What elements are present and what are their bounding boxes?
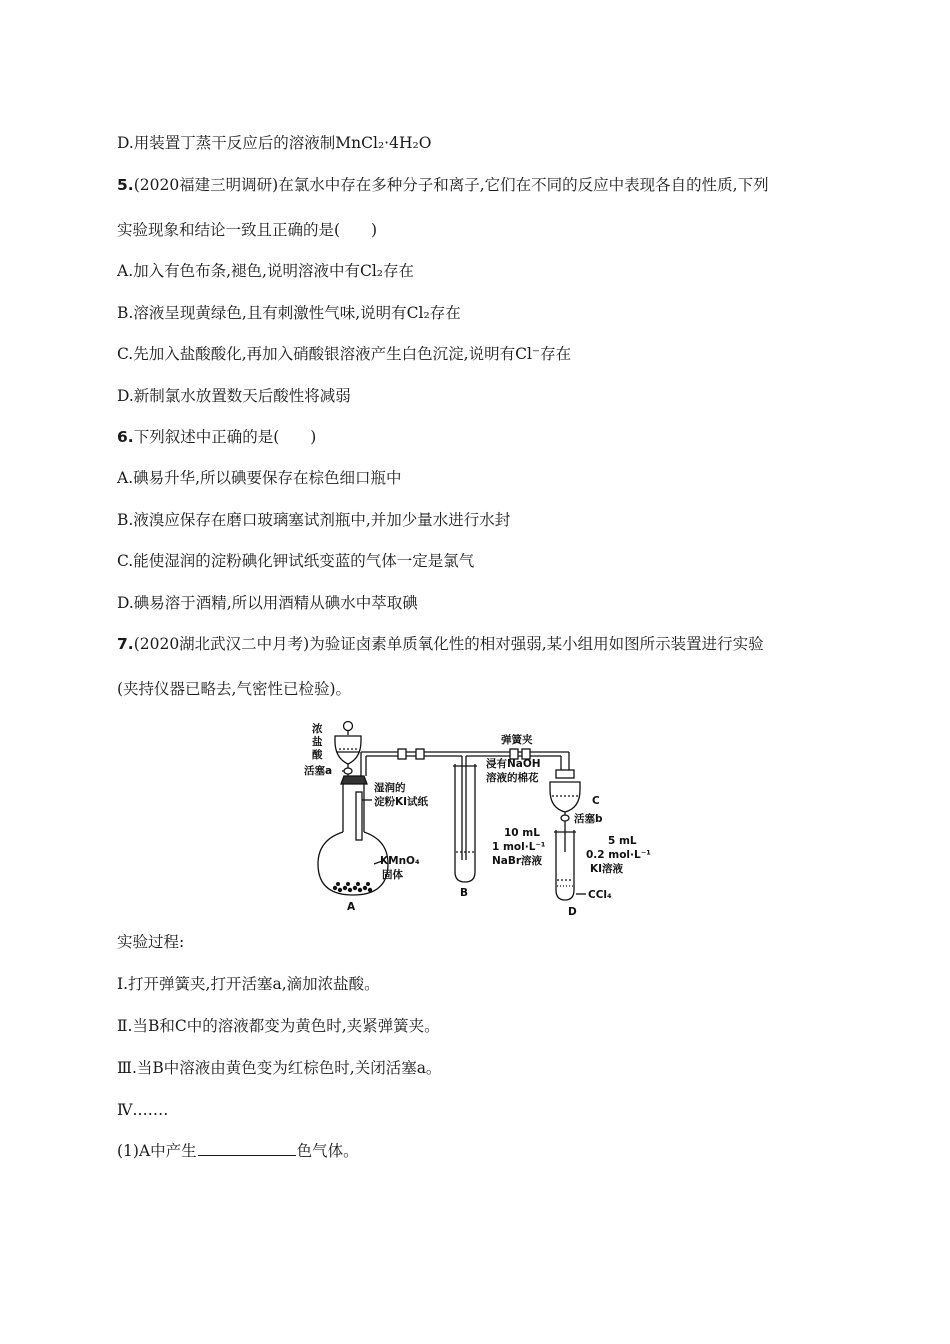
label-paper-1: 湿润的: [374, 782, 406, 794]
q5-option-a: A.加入有色布条,褪色,说明溶液中有Cl₂存在: [117, 262, 415, 280]
label-conc-hcl-3: 酸: [312, 749, 323, 761]
label-conc-hcl-1: 浓: [312, 723, 323, 735]
tube-joint: [398, 749, 406, 759]
process-title: 实验过程:: [117, 933, 185, 951]
q7-number: 7.: [117, 635, 134, 653]
answer-blank[interactable]: [198, 1140, 296, 1156]
label-b-solution: NaBr溶液: [492, 855, 543, 867]
q7-stem-text: (2020湖北武汉二中月考)为验证卤素单质氧化性的相对强弱,某小组用如图所示装置进行实验: [133, 635, 764, 653]
sub1-prefix: (1)A中产生: [117, 1142, 197, 1160]
q5-stem-line1: [117, 174, 769, 196]
label-stopcock-b: 活塞b: [574, 813, 603, 825]
sub-question-1: [117, 1140, 359, 1162]
funnel-body: [335, 736, 361, 764]
label-d-solution: KI溶液: [590, 863, 624, 875]
label-c: C: [592, 795, 600, 807]
q6-option-d: D.碘易溶于酒精,所以用酒精从碘水中萃取碘: [117, 594, 418, 612]
q6-number: 6.: [117, 428, 134, 446]
flask-a: [318, 832, 388, 895]
step-2: Ⅱ.当B和C中的溶液都变为黄色时,夹紧弹簧夹。: [117, 1017, 440, 1035]
q6-option-a: A.碘易升华,所以碘要保存在棕色细口瓶中: [117, 469, 402, 487]
label-cotton-1: 浸有NaOH: [486, 758, 541, 770]
q5-option-c: C.先加入盐酸酸化,再加入硝酸银溶液产生白色沉淀,说明有Cl⁻存在: [117, 345, 572, 363]
step-3: Ⅲ.当B中溶液由黄色变为红棕色时,关闭活塞a。: [117, 1059, 442, 1077]
label-clamp: 弹簧夹: [501, 734, 533, 746]
q5-number: 5.: [117, 176, 134, 194]
apparatus-figure: [290, 712, 660, 922]
label-b-conc: 1 mol·L⁻¹: [492, 841, 546, 853]
q6-stem: [117, 426, 316, 448]
ki-paper-strip: [356, 792, 362, 840]
label-a: A: [347, 901, 356, 913]
label-ccl4: CCl₄: [588, 889, 612, 901]
flask-stopper: [341, 776, 367, 784]
stopcock-b[interactable]: [561, 815, 569, 821]
label-kmno4-1: KMnO₄: [380, 855, 420, 867]
step-1: Ⅰ.打开弹簧夹,打开活塞a,滴加浓盐酸。: [117, 975, 380, 993]
funnel-stopper: [344, 722, 353, 731]
funnel-c: [550, 782, 580, 812]
stopcock-a[interactable]: [344, 768, 352, 774]
label-kmno4-2: 固体: [382, 869, 403, 881]
label-cotton-2: 溶液的棉花: [486, 772, 539, 784]
tube-joint: [416, 749, 424, 759]
q4-option-d: D.用装置丁蒸干反应后的溶液制MnCl₂·4H₂O: [117, 134, 432, 152]
label-paper-2: 淀粉KI试纸: [374, 796, 429, 808]
kmno4-solid: [333, 882, 372, 892]
q6-option-b: B.液溴应保存在磨口玻璃塞试剂瓶中,并加少量水进行水封: [117, 511, 511, 529]
label-d: D: [568, 906, 577, 918]
label-d-volume: 5 mL: [608, 835, 637, 847]
label-stopcock-a: 活塞a: [304, 765, 333, 777]
q5-stem-line2: 实验现象和结论一致且正确的是( ): [117, 221, 378, 239]
label-d-conc: 0.2 mol·L⁻¹: [586, 849, 651, 861]
q7-stem-line2: (夹持仪器已略去,气密性已检验)。: [117, 680, 352, 698]
cotton-plug: [556, 770, 574, 778]
q6-option-c: C.能使湿润的淀粉碘化钾试纸变蓝的气体一定是氯气: [117, 552, 475, 570]
sub1-suffix: 色气体。: [296, 1142, 359, 1160]
q6-stem-text: 下列叙述中正确的是( ): [133, 428, 317, 446]
test-tube-b: [455, 764, 475, 882]
label-b-volume: 10 mL: [504, 827, 540, 839]
q5-stem-text: (2020福建三明调研)在氯水中存在多种分子和离子,它们在不同的反应中表现各自的性质,下列: [133, 176, 769, 194]
step-4: Ⅳ.……: [117, 1101, 169, 1119]
q5-option-b: B.溶液呈现黄绿色,且有刺激性气味,说明有Cl₂存在: [117, 304, 461, 322]
q5-option-d: D.新制氯水放置数天后酸性将减弱: [117, 387, 351, 405]
label-b: B: [460, 887, 469, 899]
q7-stem-line1: [117, 633, 764, 655]
label-conc-hcl-2: 盐: [312, 736, 323, 748]
